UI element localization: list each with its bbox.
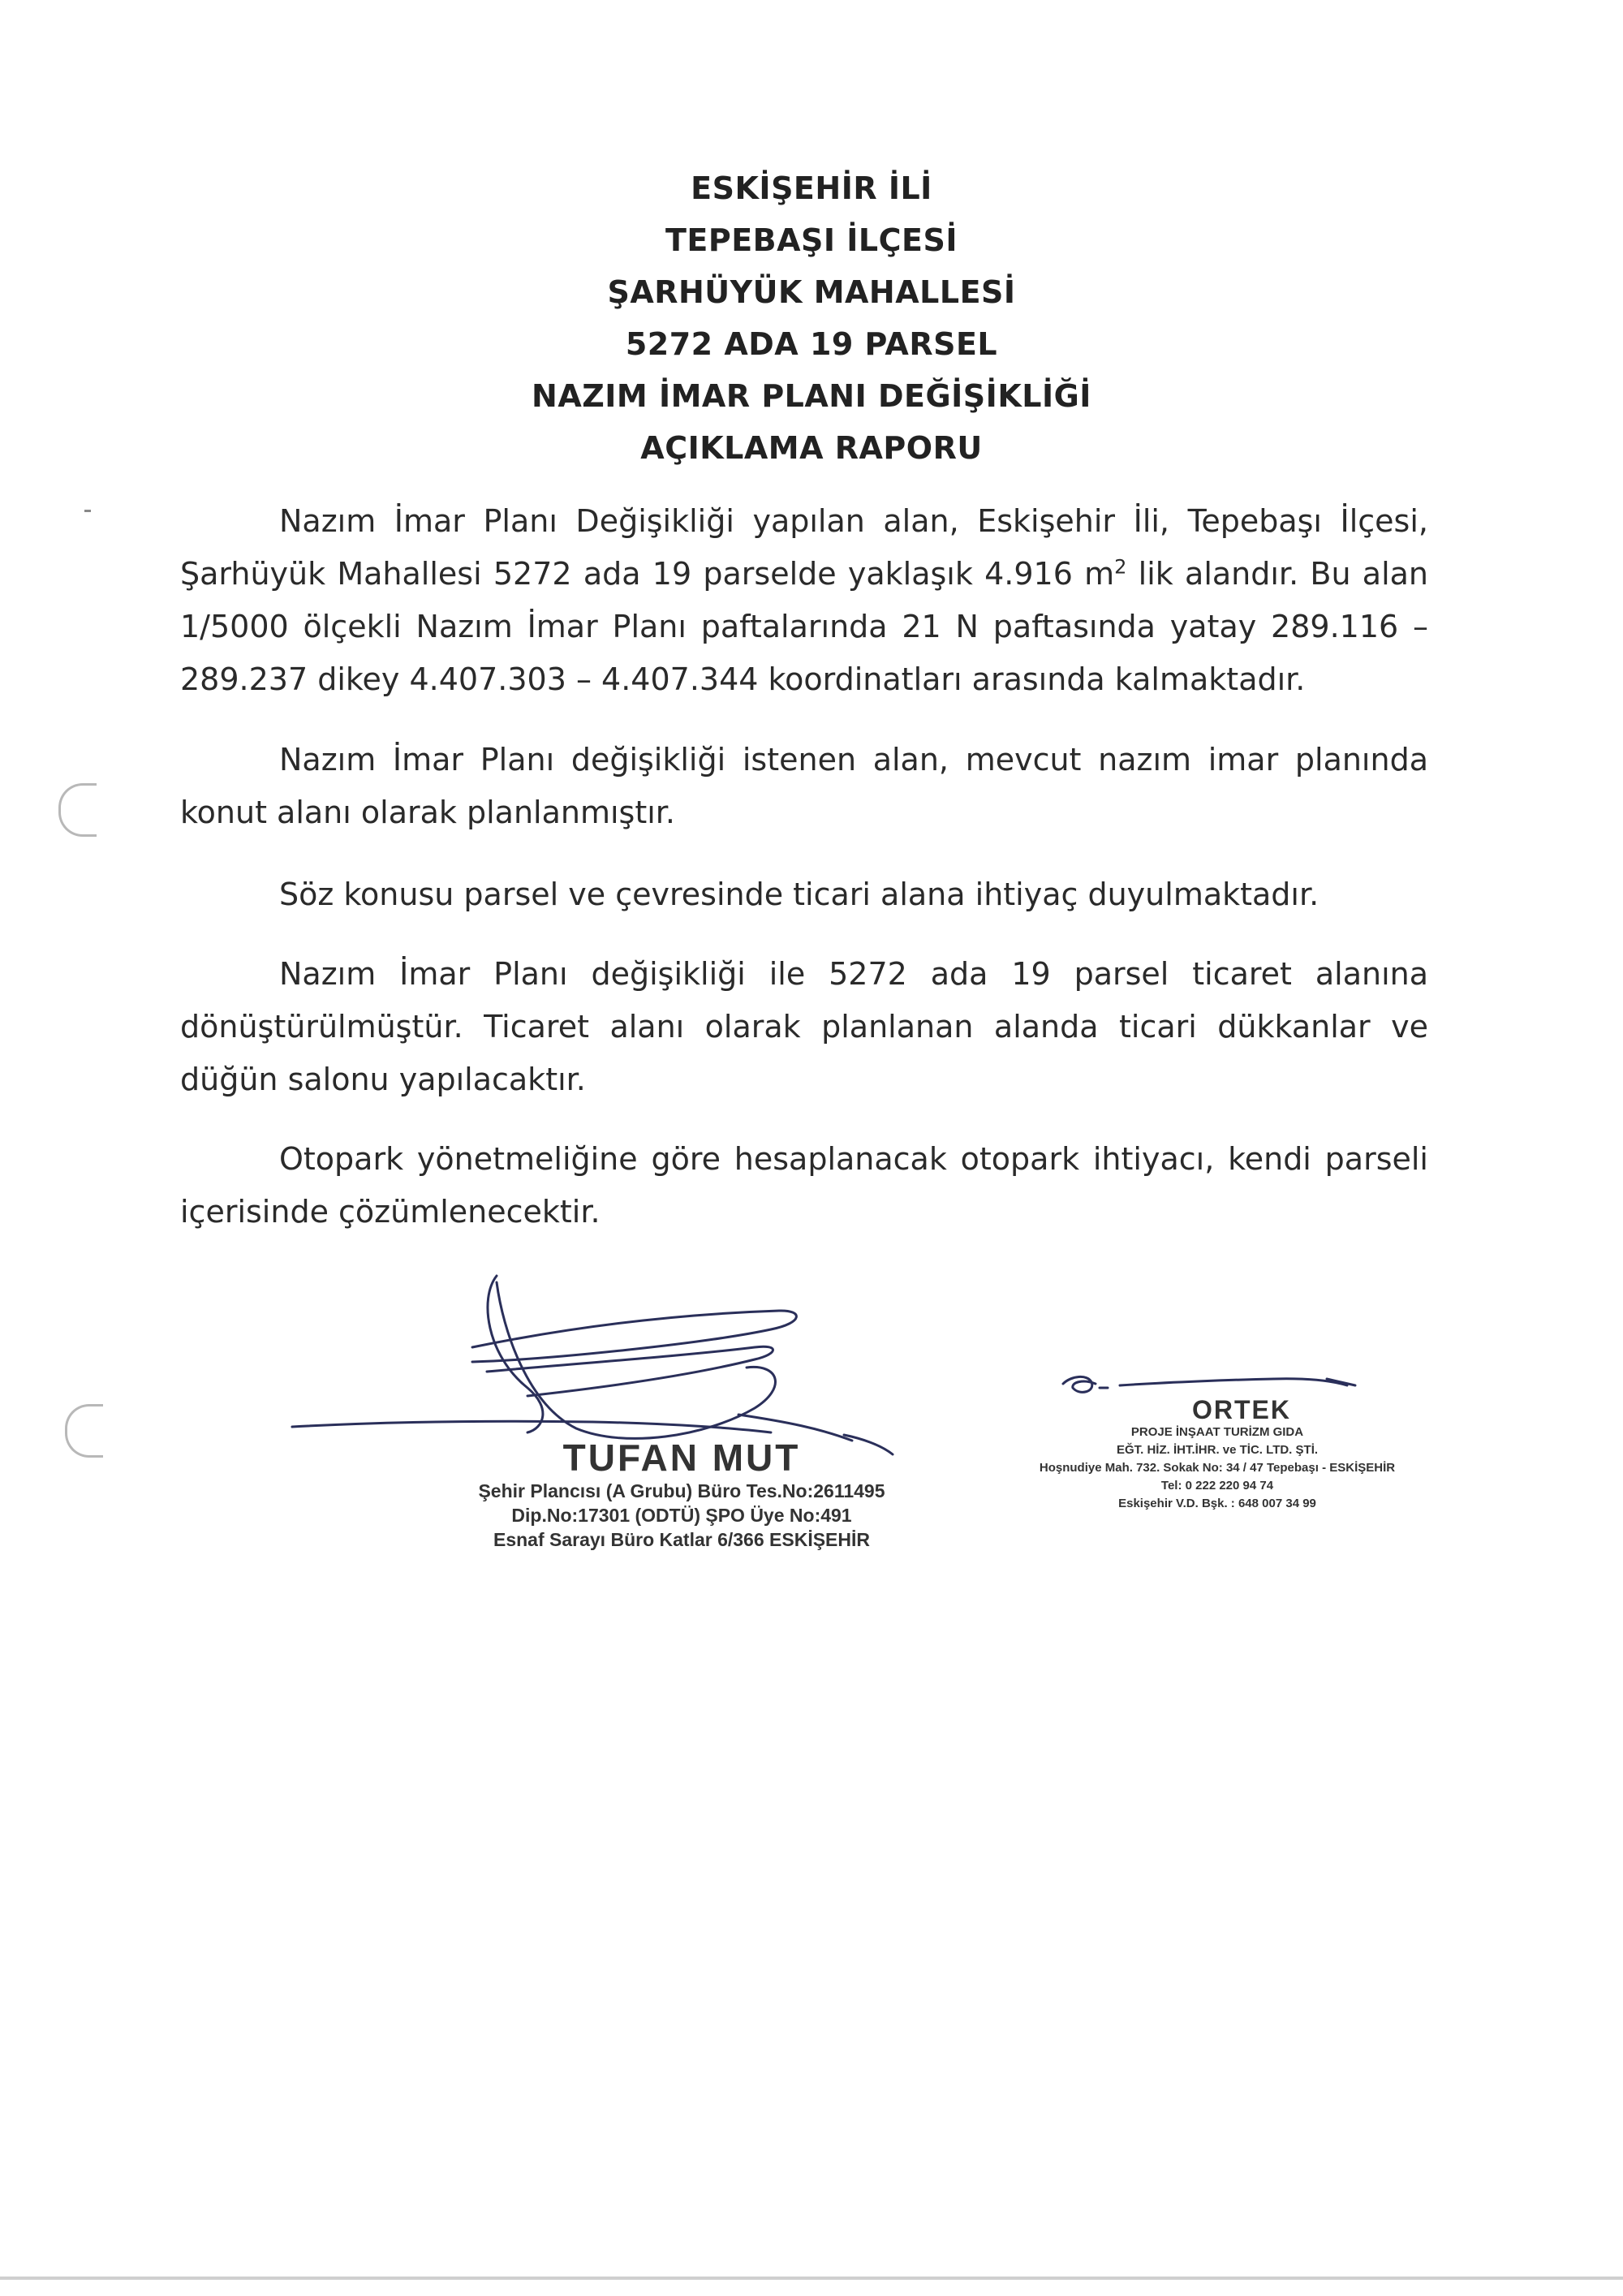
stamp-line: Tel: 0 222 220 94 74 bbox=[1160, 1479, 1274, 1493]
stamp-name: TUFAN MUT bbox=[562, 1437, 801, 1479]
stamp-line: Esnaf Sarayı Büro Katlar 6/366 ESKİŞEHİR bbox=[493, 1529, 871, 1550]
punch-hole-mark bbox=[58, 783, 97, 837]
document-title bbox=[0, 162, 1623, 474]
stamp-line: Eskişehir V.D. Bşk. : 648 007 34 99 bbox=[1118, 1497, 1316, 1510]
paragraph-text: lik alandır. Bu alan 1/5000 ölçekli Nazım İmar Planı paftalarında 21 N paftasında yatay 289.116 – 289.237 dikey 4.407.303 – 4.407.344 koordinatları arasında kalmaktadır. bbox=[180, 556, 1428, 697]
title-line-district: TEPEBAŞI İLÇESİ bbox=[665, 222, 958, 258]
stamp-line: Hoşnudiye Mah. 732. Sokak No: 34 / 47 Tepebaşı - ESKİŞEHİR bbox=[1039, 1461, 1396, 1475]
scan-edge-line bbox=[0, 2277, 1623, 2280]
title-line-report: AÇIKLAMA RAPORU bbox=[640, 430, 983, 466]
company-signature-block bbox=[1006, 1343, 1444, 1554]
paragraph-location bbox=[180, 495, 1428, 706]
title-line-plan-change: NAZIM İMAR PLANI DEĞİŞİKLİĞİ bbox=[532, 378, 1091, 414]
scan-mark bbox=[84, 510, 91, 512]
superscript: 2 bbox=[1114, 555, 1127, 579]
title-line-province: ESKİŞEHİR İLİ bbox=[691, 170, 932, 206]
title-line-neighborhood: ŞARHÜYÜK MAHALLESİ bbox=[607, 274, 1016, 310]
stamp-line: Dip.No:17301 (ODTÜ) ŞPO Üye No:491 bbox=[511, 1505, 852, 1526]
stamp-line: EĞT. HİZ. İHT.İHR. ve TİC. LTD. ŞTİ. bbox=[1116, 1443, 1319, 1457]
paragraph-need: Söz konusu parsel ve çevresinde ticari alana ihtiyaç duyulmaktadır. bbox=[279, 877, 1319, 912]
title-line-parcel: 5272 ADA 19 PARSEL bbox=[625, 326, 998, 362]
paragraph-parking: Otopark yönetmeliğine göre hesaplanacak otopark ihtiyacı, kendi parseli içerisinde çözümlenecektir. bbox=[180, 1141, 1428, 1230]
planner-stamp bbox=[398, 1437, 966, 1552]
punch-hole-mark bbox=[65, 1404, 103, 1458]
paragraph-text: Nazım İmar Planı Değişikliği yapılan alan, Eskişehir İli, Tepebaşı İlçesi, Şarhüyük Mahallesi 5272 ada 19 parselde yaklaşık 4.916 m bbox=[180, 503, 1428, 592]
paragraph-change: Nazım İmar Planı değişikliği ile 5272 ada 19 parsel ticaret alanına dönüştürülmüştür. Ticaret alanı olarak planlanan alanda ticari dükkanlar ve düğün salonu yapılacaktır. bbox=[180, 956, 1428, 1097]
paragraph-current-plan: Nazım İmar Planı değişikliği istenen alan, mevcut nazım imar planında konut alanı olarak planlanmıştır. bbox=[180, 742, 1428, 830]
stamp-name: ORTEK bbox=[1192, 1395, 1291, 1424]
company-stamp bbox=[1006, 1396, 1428, 1513]
stamp-line: Şehir Plancısı (A Grubu) Büro Tes.No:2611495 bbox=[478, 1480, 885, 1501]
planner-signature-block bbox=[284, 1266, 1063, 1574]
stamp-line: PROJE İNŞAAT TURİZM GIDA bbox=[1130, 1425, 1304, 1439]
